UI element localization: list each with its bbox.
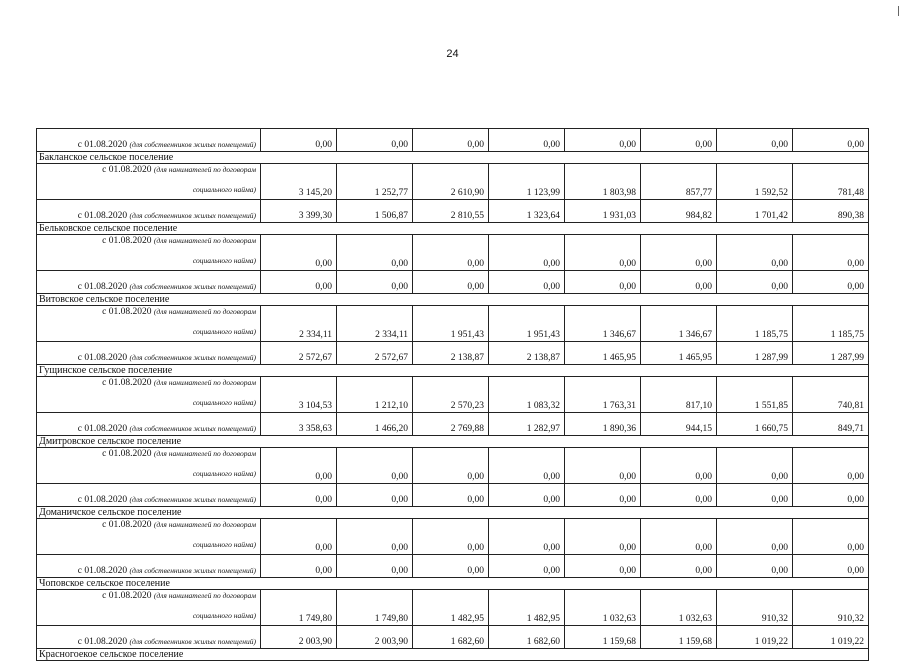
cell-value: 1 465,95 <box>565 342 641 365</box>
settlement-name: Бакланское сельское поселение <box>37 152 869 164</box>
cell-value: 1 282,97 <box>489 413 565 436</box>
cell-value: 0,00 <box>565 235 641 271</box>
row-date: с 01.08.2020 <box>77 566 128 576</box>
row-note: (для нанимателей по договорам <box>153 307 256 316</box>
row-note: социального найма) <box>192 256 256 265</box>
cell-value: 1 466,20 <box>337 413 413 436</box>
cell-value: 2 570,23 <box>413 377 489 413</box>
row-note: социального найма) <box>192 327 256 336</box>
cell-value: 944,15 <box>641 413 717 436</box>
table-row <box>37 200 869 223</box>
row-note: (для собственников жилых помещений) <box>129 140 256 149</box>
table-row <box>37 590 869 626</box>
cell-value: 0,00 <box>717 484 793 507</box>
cell-value: 0,00 <box>565 555 641 578</box>
row-note: (для собственников жилых помещений) <box>129 495 256 504</box>
cell-value: 817,10 <box>641 377 717 413</box>
owners-row-label <box>37 484 261 507</box>
settlement-row <box>37 507 869 519</box>
cell-value: 1 252,77 <box>337 164 413 200</box>
owners-row-label <box>37 271 261 294</box>
table-row <box>37 519 869 555</box>
cell-value: 0,00 <box>337 271 413 294</box>
row-note: социального найма) <box>192 185 256 194</box>
cell-value: 0,00 <box>489 484 565 507</box>
cell-value: 0,00 <box>641 235 717 271</box>
cell-value: 0,00 <box>489 129 565 152</box>
tenants-row-label <box>37 306 261 342</box>
cell-value: 0,00 <box>489 519 565 555</box>
cell-value: 781,48 <box>793 164 869 200</box>
row-note: (для нанимателей по договорам <box>153 236 256 245</box>
row-date: с 01.08.2020 <box>102 236 152 246</box>
cell-value: 0,00 <box>793 235 869 271</box>
row-date: с 01.08.2020 <box>102 307 152 317</box>
row-date: с 01.08.2020 <box>102 520 152 530</box>
row-note: (для нанимателей по договорам <box>153 520 256 529</box>
row-date: с 01.08.2020 <box>77 282 128 292</box>
cell-value: 0,00 <box>489 271 565 294</box>
tenants-row-label <box>37 235 261 271</box>
cell-value: 2 138,87 <box>489 342 565 365</box>
cell-value: 0,00 <box>337 484 413 507</box>
cell-value: 0,00 <box>337 555 413 578</box>
row-note: (для нанимателей по договорам <box>153 165 256 174</box>
owners-row-label <box>37 413 261 436</box>
cell-value: 2 810,55 <box>413 200 489 223</box>
settlement-name: Витовское сельское поселение <box>37 294 869 306</box>
cell-value: 0,00 <box>337 448 413 484</box>
cell-value: 0,00 <box>261 271 337 294</box>
label-line <box>41 306 256 318</box>
cell-value: 0,00 <box>565 448 641 484</box>
cell-value: 2 334,11 <box>337 306 413 342</box>
cell-value: 1 019,22 <box>793 626 869 649</box>
cell-value: 0,00 <box>413 519 489 555</box>
cell-value: 0,00 <box>489 235 565 271</box>
row-note: (для собственников жилых помещений) <box>129 282 256 291</box>
cell-value: 0,00 <box>793 448 869 484</box>
cell-value: 0,00 <box>717 519 793 555</box>
settlement-name: Бельковское сельское поселение <box>37 223 869 235</box>
cell-value: 0,00 <box>641 484 717 507</box>
label-line <box>41 377 256 389</box>
row-date: с 01.08.2020 <box>77 637 128 647</box>
cell-value: 3 104,53 <box>261 377 337 413</box>
cell-value: 1 682,60 <box>489 626 565 649</box>
settlement-row <box>37 223 869 235</box>
table-row <box>37 164 869 200</box>
cell-value: 890,38 <box>793 200 869 223</box>
cell-value: 849,71 <box>793 413 869 436</box>
tariff-table <box>36 128 869 661</box>
cell-value: 0,00 <box>261 235 337 271</box>
cell-value: 2 003,90 <box>261 626 337 649</box>
table-row <box>37 129 869 152</box>
cell-value: 0,00 <box>413 448 489 484</box>
label-line <box>41 448 256 460</box>
cell-value: 1 931,03 <box>565 200 641 223</box>
row-note: (для собственников жилых помещений) <box>129 424 256 433</box>
cell-value: 1 749,80 <box>261 590 337 626</box>
edge-mark <box>898 6 899 16</box>
cell-value: 0,00 <box>717 555 793 578</box>
cell-value: 0,00 <box>261 448 337 484</box>
cell-value: 0,00 <box>337 519 413 555</box>
settlement-row <box>37 152 869 164</box>
cell-value: 1 682,60 <box>413 626 489 649</box>
cell-value: 1 660,75 <box>717 413 793 436</box>
cell-value: 0,00 <box>641 448 717 484</box>
row-note: (для собственников жилых помещений) <box>129 637 256 646</box>
settlement-row <box>37 649 869 661</box>
row-note: социального найма) <box>192 540 256 549</box>
settlement-row <box>37 578 869 590</box>
page-number: 24 <box>446 48 459 60</box>
cell-value: 0,00 <box>793 555 869 578</box>
cell-value: 0,00 <box>337 129 413 152</box>
cell-value: 0,00 <box>565 129 641 152</box>
cell-value: 0,00 <box>413 235 489 271</box>
cell-value: 0,00 <box>717 235 793 271</box>
owners-row-label <box>37 200 261 223</box>
row-date: с 01.08.2020 <box>77 353 128 363</box>
cell-value: 1 032,63 <box>641 590 717 626</box>
row-note: (для нанимателей по договорам <box>153 591 256 600</box>
cell-value: 1 465,95 <box>641 342 717 365</box>
cell-value: 1 185,75 <box>793 306 869 342</box>
cell-value: 1 019,22 <box>717 626 793 649</box>
owners-row-label <box>37 626 261 649</box>
cell-value: 0,00 <box>261 484 337 507</box>
tenants-row-label <box>37 590 261 626</box>
cell-value: 2 334,11 <box>261 306 337 342</box>
cell-value: 1 803,98 <box>565 164 641 200</box>
label-line <box>41 590 256 602</box>
cell-value: 1 032,63 <box>565 590 641 626</box>
row-note: социального найма) <box>192 398 256 407</box>
table-row <box>37 235 869 271</box>
cell-value: 2 610,90 <box>413 164 489 200</box>
table-row <box>37 484 869 507</box>
cell-value: 910,32 <box>793 590 869 626</box>
settlement-name: Дмитровское сельское поселение <box>37 436 869 448</box>
table-row <box>37 377 869 413</box>
cell-value: 2 572,67 <box>337 342 413 365</box>
cell-value: 740,81 <box>793 377 869 413</box>
owners-row-label <box>37 342 261 365</box>
cell-value: 1 890,36 <box>565 413 641 436</box>
cell-value: 2 572,67 <box>261 342 337 365</box>
cell-value: 910,32 <box>717 590 793 626</box>
cell-value: 0,00 <box>641 271 717 294</box>
tariff-table-body <box>37 129 869 661</box>
table-row <box>37 448 869 484</box>
row-date: с 01.08.2020 <box>77 495 128 505</box>
row-note: социального найма) <box>192 469 256 478</box>
table-row <box>37 555 869 578</box>
cell-value: 1 763,31 <box>565 377 641 413</box>
tenants-row-label <box>37 164 261 200</box>
label-line <box>41 164 256 176</box>
cell-value: 1 506,87 <box>337 200 413 223</box>
row-label <box>37 129 261 152</box>
cell-value: 0,00 <box>413 271 489 294</box>
cell-value: 0,00 <box>641 555 717 578</box>
cell-value: 1 159,68 <box>565 626 641 649</box>
label-line <box>41 235 256 247</box>
row-date: с 01.08.2020 <box>102 378 152 388</box>
cell-value: 0,00 <box>565 484 641 507</box>
settlement-name: Гущинское сельское поселение <box>37 365 869 377</box>
tenants-row-label <box>37 377 261 413</box>
cell-value: 1 287,99 <box>793 342 869 365</box>
settlement-name: Чоповское сельское поселение <box>37 578 869 590</box>
label-line <box>41 519 256 531</box>
cell-value: 0,00 <box>793 271 869 294</box>
cell-value: 1 551,85 <box>717 377 793 413</box>
cell-value: 0,00 <box>489 448 565 484</box>
row-date: с 01.08.2020 <box>102 591 152 601</box>
cell-value: 1 159,68 <box>641 626 717 649</box>
settlement-name: Красногоекое сельское поселение <box>37 649 869 661</box>
cell-value: 0,00 <box>717 448 793 484</box>
cell-value: 1 323,64 <box>489 200 565 223</box>
row-date: с 01.08.2020 <box>102 449 152 459</box>
settlement-row <box>37 365 869 377</box>
cell-value: 3 399,30 <box>261 200 337 223</box>
row-note: социального найма) <box>192 611 256 620</box>
row-date: с 01.08.2020 <box>77 140 128 150</box>
settlement-row <box>37 294 869 306</box>
cell-value: 1 083,32 <box>489 377 565 413</box>
row-date: с 01.08.2020 <box>77 211 128 221</box>
cell-value: 0,00 <box>793 484 869 507</box>
owners-row-label <box>37 555 261 578</box>
cell-value: 2 138,87 <box>413 342 489 365</box>
table-row <box>37 306 869 342</box>
cell-value: 1 287,99 <box>717 342 793 365</box>
cell-value: 0,00 <box>413 555 489 578</box>
cell-value: 0,00 <box>261 129 337 152</box>
cell-value: 1 482,95 <box>413 590 489 626</box>
row-note: (для нанимателей по договорам <box>153 378 256 387</box>
cell-value: 1 592,52 <box>717 164 793 200</box>
cell-value: 2 769,88 <box>413 413 489 436</box>
settlement-name: Доманичское сельское поселение <box>37 507 869 519</box>
cell-value: 1 482,95 <box>489 590 565 626</box>
cell-value: 3 145,20 <box>261 164 337 200</box>
cell-value: 0,00 <box>641 519 717 555</box>
cell-value: 0,00 <box>793 129 869 152</box>
cell-value: 857,77 <box>641 164 717 200</box>
cell-value: 0,00 <box>717 129 793 152</box>
table-row <box>37 271 869 294</box>
cell-value: 0,00 <box>261 555 337 578</box>
table-row <box>37 413 869 436</box>
tenants-row-label <box>37 448 261 484</box>
cell-value: 1 123,99 <box>489 164 565 200</box>
table-row <box>37 342 869 365</box>
cell-value: 984,82 <box>641 200 717 223</box>
row-date: с 01.08.2020 <box>102 165 152 175</box>
row-note: (для собственников жилых помещений) <box>129 211 256 220</box>
cell-value: 0,00 <box>793 519 869 555</box>
cell-value: 0,00 <box>641 129 717 152</box>
cell-value: 3 358,63 <box>261 413 337 436</box>
row-note: (для собственников жилых помещений) <box>129 566 256 575</box>
cell-value: 0,00 <box>413 129 489 152</box>
tenants-row-label <box>37 519 261 555</box>
table-row <box>37 626 869 649</box>
cell-value: 1 951,43 <box>413 306 489 342</box>
settlement-row <box>37 436 869 448</box>
cell-value: 1 701,42 <box>717 200 793 223</box>
cell-value: 0,00 <box>413 484 489 507</box>
cell-value: 1 212,10 <box>337 377 413 413</box>
cell-value: 0,00 <box>565 271 641 294</box>
row-note: (для собственников жилых помещений) <box>129 353 256 362</box>
row-note: (для нанимателей по договорам <box>153 449 256 458</box>
cell-value: 1 185,75 <box>717 306 793 342</box>
cell-value: 0,00 <box>717 271 793 294</box>
cell-value: 1 749,80 <box>337 590 413 626</box>
cell-value: 0,00 <box>261 519 337 555</box>
cell-value: 0,00 <box>565 519 641 555</box>
cell-value: 0,00 <box>337 235 413 271</box>
cell-value: 1 951,43 <box>489 306 565 342</box>
cell-value: 1 346,67 <box>565 306 641 342</box>
row-date: с 01.08.2020 <box>77 424 128 434</box>
cell-value: 0,00 <box>489 555 565 578</box>
cell-value: 2 003,90 <box>337 626 413 649</box>
cell-value: 1 346,67 <box>641 306 717 342</box>
